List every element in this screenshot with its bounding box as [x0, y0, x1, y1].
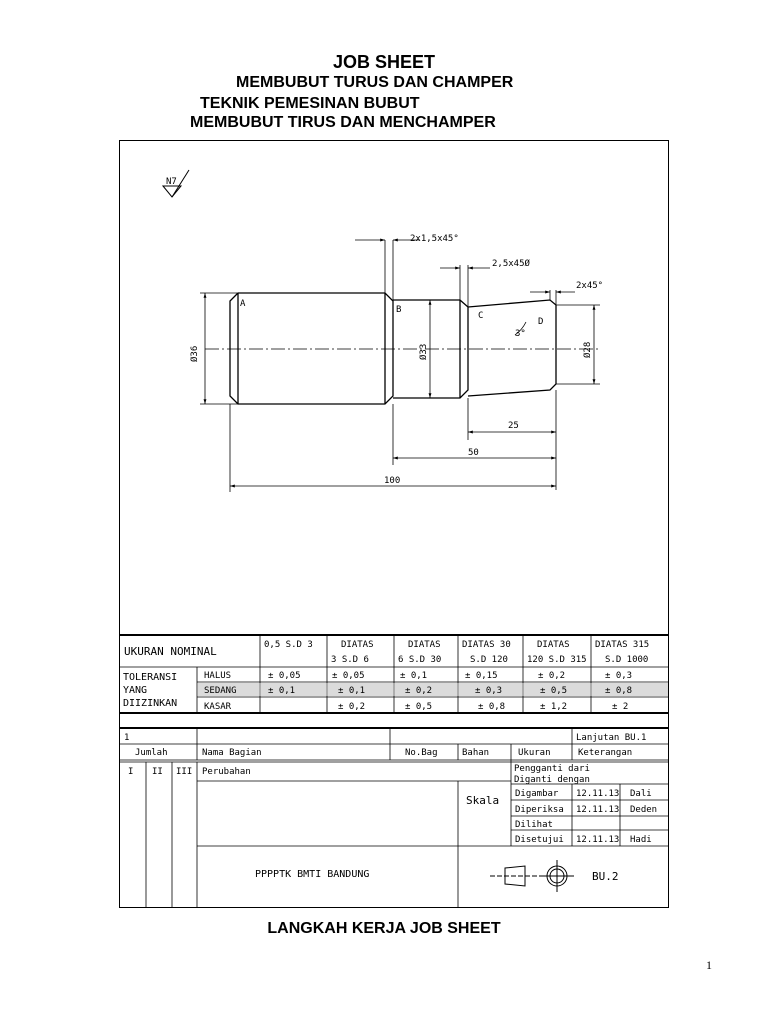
rev-2: II	[152, 767, 163, 777]
group-label-3: DIIZINKAN	[123, 698, 178, 709]
chamfer-3-label: 2x45°	[576, 281, 604, 291]
tol-kasar-4: ± 0,8	[478, 702, 506, 712]
col-jumlah: Jumlah	[135, 748, 168, 758]
tol-halus-6: ± 0,3	[605, 671, 633, 681]
point-c-label: C	[478, 311, 484, 321]
sign-label-2: Diperiksa	[515, 805, 564, 815]
tol-halus-3: ± 0,1	[400, 671, 428, 681]
sign-name-2: Deden	[630, 805, 658, 815]
chamfer-1-label: 2x1,5x45°	[410, 234, 459, 244]
subtitle-3: MEMBUBUT TIRUS DAN MENCHAMPER	[190, 114, 496, 131]
point-d-label: D	[538, 317, 544, 327]
perubahan-label: Perubahan	[202, 767, 251, 777]
range-4-a: DIATAS 30	[462, 640, 511, 650]
institution-name: PPPPTK BMTI BANDUNG	[255, 869, 370, 880]
subtitle-2: TEKNIK PEMESINAN BUBUT	[200, 95, 420, 112]
sign-label-1: Digambar	[515, 789, 559, 799]
col-ukuran: Ukuran	[518, 748, 551, 758]
col-bahan: Bahan	[462, 748, 490, 758]
dia-33-label: Ø33	[419, 343, 429, 360]
col-nama-bagian: Nama Bagian	[202, 748, 262, 758]
col-no-bag: No.Bag	[405, 748, 438, 758]
tol-kasar-6: ± 2	[612, 702, 629, 712]
point-b-label: B	[396, 305, 402, 315]
subtitle-1: MEMBUBUT TURUS DAN CHAMPER	[236, 74, 514, 91]
tol-sedang-4: ± 0,3	[475, 686, 503, 696]
tol-kasar-5: ± 1,2	[540, 702, 568, 712]
sign-name-1: Dali	[630, 789, 652, 799]
sign-date-1: 12.11.13	[576, 789, 620, 799]
sign-label-4: Disetujui	[515, 835, 564, 845]
range-6-a: DIATAS 315	[595, 640, 650, 650]
tol-kasar-2: ± 0,2	[338, 702, 366, 712]
len-25-label: 25	[508, 421, 519, 431]
pengganti-label: Pengganti dari	[514, 764, 590, 774]
group-label-2: YANG	[123, 685, 148, 696]
point-a-label: A	[240, 299, 246, 309]
rev-1: I	[128, 767, 134, 777]
len-50-label: 50	[468, 448, 479, 458]
col-keterangan: Keterangan	[578, 748, 633, 758]
range-2-b: 3 S.D 6	[331, 655, 369, 665]
taper-angle-label: 3°	[515, 329, 526, 339]
nominal-label: UKURAN NOMINAL	[124, 645, 217, 658]
range-1-a: 0,5 S.D 3	[264, 640, 313, 650]
tol-sedang-2: ± 0,1	[338, 686, 366, 696]
tol-sedang-5: ± 0,5	[540, 686, 568, 696]
drawing-number: BU.2	[592, 870, 619, 883]
skala-label: Skala	[466, 794, 500, 807]
range-3-b: 6 S.D 30	[398, 655, 442, 665]
tol-halus-1: ± 0,05	[268, 671, 301, 681]
range-6-b: S.D 1000	[605, 655, 649, 665]
range-5-a: DIATAS	[537, 640, 570, 650]
dia-36-label: Ø36	[190, 345, 200, 362]
shaft-outline	[230, 293, 556, 404]
range-5-b: 120 S.D 315	[527, 655, 587, 665]
sign-label-3: Dilihat	[515, 820, 553, 830]
tol-kasar-3: ± 0,5	[405, 702, 433, 712]
dia-28-label: Ø28	[583, 341, 593, 358]
range-2-a: DIATAS	[341, 640, 374, 650]
lanjutan-label: Lanjutan BU.1	[576, 733, 647, 743]
sign-date-4: 12.11.13	[576, 835, 620, 845]
range-3-a: DIATAS	[408, 640, 441, 650]
group-label-1: TOLERANSI	[123, 672, 178, 683]
page-number: 1	[706, 958, 712, 972]
len-100-label: 100	[384, 476, 401, 486]
projection-symbol	[490, 860, 574, 892]
chamfer-2-label: 2,5x45Ø	[492, 259, 530, 269]
range-4-b: S.D 120	[470, 655, 508, 665]
sign-date-2: 12.11.13	[576, 805, 620, 815]
tol-sedang-6: ± 0,8	[605, 686, 633, 696]
grade-sedang: SEDANG	[204, 686, 237, 696]
sign-name-4: Hadi	[630, 835, 652, 845]
page-title: JOB SHEET	[332, 52, 436, 72]
steps-title: LANGKAH KERJA JOB SHEET	[267, 920, 501, 937]
tol-halus-4: ± 0,15	[465, 671, 498, 681]
qty-number: 1	[124, 733, 130, 743]
rev-3: III	[176, 767, 193, 777]
surface-finish-label: N7	[166, 177, 177, 187]
grade-kasar: KASAR	[204, 702, 232, 712]
tol-halus-5: ± 0,2	[538, 671, 566, 681]
tol-sedang-1: ± 0,1	[268, 686, 296, 696]
tol-sedang-3: ± 0,2	[405, 686, 433, 696]
surface-finish-symbol	[163, 170, 189, 197]
tol-halus-2: ± 0,05	[332, 671, 365, 681]
diganti-label: Diganti dengan	[514, 775, 590, 785]
grade-halus: HALUS	[204, 671, 232, 681]
